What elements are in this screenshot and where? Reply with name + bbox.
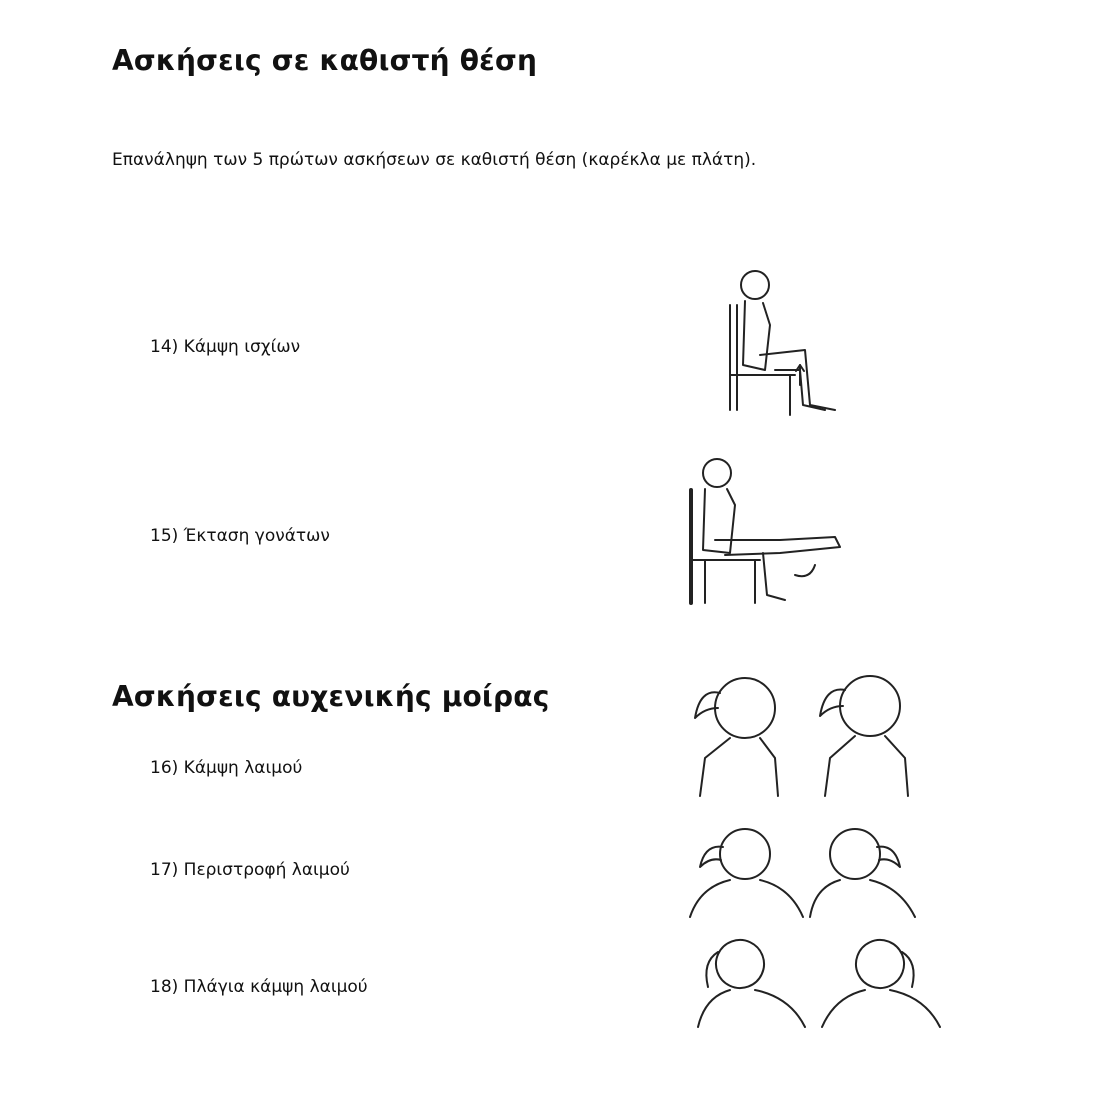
exercise-16-label: 16) Κάμψη λαιμού — [150, 758, 303, 778]
section-title-neck: Ασκήσεις αυχενικής μοίρας — [112, 680, 550, 713]
intro-text: Επανάληψη των 5 πρώτων ασκήσεων σε καθιστή θέση (καρέκλα με πλάτη). — [112, 150, 757, 170]
neck-side-bend-illustration — [690, 932, 950, 1036]
neck-rotation-illustration — [685, 822, 920, 926]
exercise-15-label: 15) Έκταση γονάτων — [150, 526, 330, 546]
neck-flexion-illustration — [690, 668, 940, 802]
exercise-17-label: 17) Περιστροφή λαιμού — [150, 860, 350, 880]
exercise-14-label: 14) Κάμψη ισχίων — [150, 337, 301, 357]
exercise-18-label: 18) Πλάγια κάμψη λαιμού — [150, 977, 368, 997]
section-title-seated: Ασκήσεις σε καθιστή θέση — [112, 44, 538, 77]
hip-flexion-illustration — [715, 265, 845, 424]
knee-extension-illustration — [685, 455, 850, 609]
